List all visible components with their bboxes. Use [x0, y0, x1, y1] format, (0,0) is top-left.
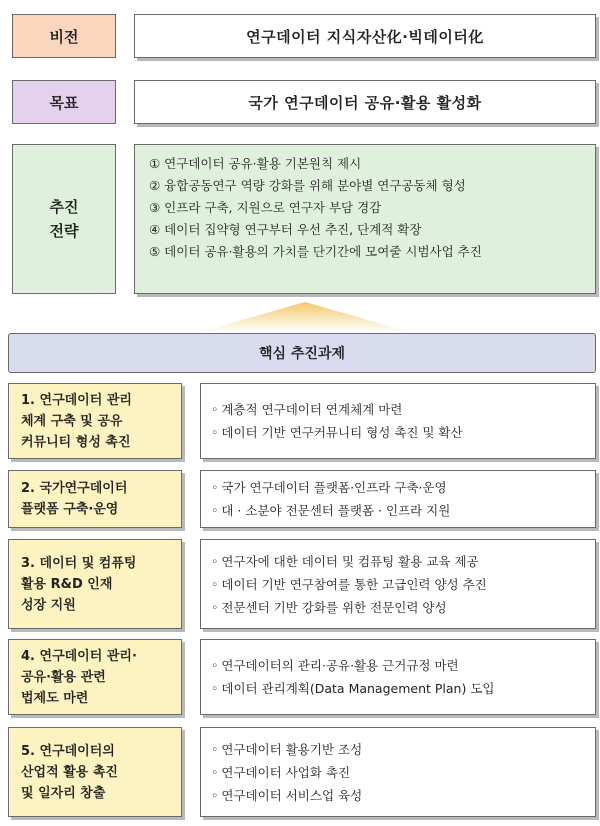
strategy-item: ② 융합공동연구 역량 강화를 위해 분야별 연구공동체 형성	[149, 178, 466, 193]
task-details-list	[201, 640, 494, 714]
strategy-list-box	[134, 144, 596, 294]
task-details-box	[200, 539, 596, 629]
goal-text: 국가 연구데이터 공유·활용 활성화	[134, 80, 596, 124]
task-title: 1. 연구데이터 관리 체계 구축 및 공유 커뮤니티 형성 촉진	[8, 383, 182, 459]
task-details-list	[201, 471, 450, 527]
task-title: 2. 국가연구데이터 플랫폼 구축·운영	[8, 470, 182, 528]
task-details-box	[200, 470, 596, 528]
task-details-box	[200, 727, 596, 817]
strategy-item: ① 연구데이터 공유·활용 기본원칙 제시	[149, 156, 362, 171]
goal-label: 목표	[12, 80, 116, 124]
task-detail-item: ◦ 전문센터 기반 강화를 위한 전문인력 양성	[211, 596, 487, 619]
task-detail-item: ◦ 국가 연구데이터 플랫폼·인프라 구축·운영	[211, 476, 450, 499]
task-details-box	[200, 383, 596, 459]
task-details-list	[201, 540, 487, 628]
task-detail-item: ◦ 계층적 연구데이터 연계체계 마련	[211, 398, 463, 421]
task-detail-item: ◦ 연구자에 대한 데이터 및 컴퓨팅 활용 교육 제공	[211, 550, 487, 573]
task-detail-item: ◦ 데이터 관리계획(Data Management Plan) 도입	[211, 677, 494, 700]
task-title: 5. 연구데이터의 산업적 활용 촉진 및 일자리 창출	[8, 727, 182, 817]
task-title: 3. 데이터 및 컴퓨팅 활용 R&D 인재 성장 지원	[8, 539, 182, 629]
task-detail-item: ◦ 연구데이터의 관리·공유·활용 근거규정 마련	[211, 654, 494, 677]
task-detail-item: ◦ 대 · 소분야 전문센터 플랫폼 · 인프라 지원	[211, 499, 450, 522]
task-details-list	[201, 728, 362, 816]
task-detail-item: ◦ 연구데이터 사업화 촉진	[211, 761, 362, 784]
strategy-list	[135, 145, 595, 263]
vision-label: 비전	[12, 14, 116, 58]
strategy-item: ⑤ 데이터 공유·활용의 가치를 단기간에 모여줄 시범사업 추진	[149, 244, 482, 259]
strategy-item: ③ 인프라 구축, 지원으로 연구자 부담 경감	[149, 200, 382, 215]
task-detail-item: ◦ 연구데이터 활용기반 조성	[211, 738, 362, 761]
up-arrow-shape	[200, 300, 410, 332]
strategy-item: ④ 데이터 집약형 연구부터 우선 추진, 단계적 확장	[149, 222, 422, 237]
task-detail-item: ◦ 데이터 기반 연구참여를 통한 고급인력 양성 추진	[211, 573, 487, 596]
vision-text: 연구데이터 지식자산化·빅데이터化	[134, 14, 596, 58]
strategy-label: 추진 전략	[12, 144, 116, 294]
task-details-list	[201, 384, 463, 458]
task-detail-item: ◦ 연구데이터 서비스업 육성	[211, 784, 362, 807]
core-tasks-band: 핵심 추진과제	[8, 333, 596, 373]
task-title: 4. 연구데이터 관리· 공유·활용 관련 법제도 마련	[8, 639, 182, 715]
task-details-box	[200, 639, 596, 715]
task-detail-item: ◦ 데이터 기반 연구커뮤니티 형성 촉진 및 확산	[211, 421, 463, 444]
